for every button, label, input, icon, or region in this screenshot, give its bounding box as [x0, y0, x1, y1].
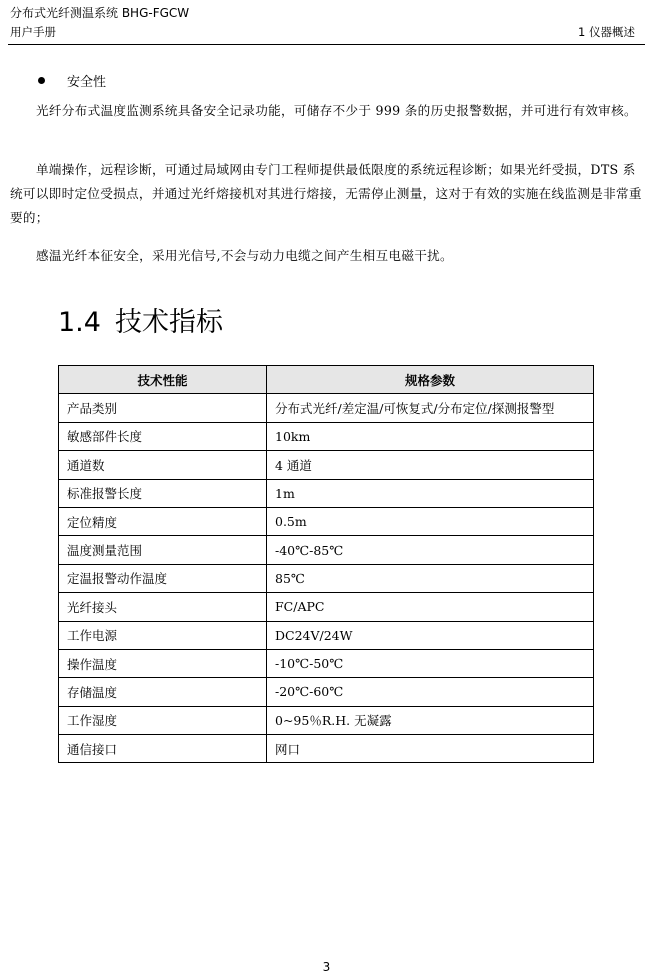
- header-divider: [8, 44, 645, 45]
- table-row: [59, 564, 594, 592]
- bullet-label: 安全性: [67, 75, 107, 90]
- table-row: [59, 479, 594, 507]
- bullet-item-safety: [38, 71, 106, 90]
- table-cell-name: 通信接口: [59, 735, 267, 763]
- table-cell-name: 定温报警动作温度: [59, 564, 267, 592]
- header-chapter: 1 仪器概述: [578, 25, 635, 39]
- table-cell-value: DC24V/24W: [267, 621, 594, 649]
- table-header-row: [59, 366, 594, 394]
- table-cell-value: -20℃-60℃: [267, 678, 594, 706]
- table-cell-name: 工作电源: [59, 621, 267, 649]
- table-row: [59, 649, 594, 677]
- table-row: [59, 706, 594, 734]
- table-cell-name: 光纤接头: [59, 593, 267, 621]
- table-cell-name: 标准报警长度: [59, 479, 267, 507]
- table-cell-value: 4 通道: [267, 451, 594, 479]
- bullet-dot-icon: [38, 77, 45, 84]
- spec-table: [58, 365, 594, 763]
- table-row: [59, 394, 594, 422]
- table-header-spec: 规格参数: [267, 366, 594, 394]
- section-title: 技术指标: [114, 307, 223, 338]
- table-cell-value: -40℃-85℃: [267, 536, 594, 564]
- table-cell-value: 85℃: [267, 564, 594, 592]
- table-cell-value: 1m: [267, 479, 594, 507]
- table-cell-name: 操作温度: [59, 649, 267, 677]
- table-row: [59, 451, 594, 479]
- table-cell-value: 10km: [267, 422, 594, 450]
- paragraph-remote-diagnosis: 单端操作，远程诊断，可通过局域网由专门工程师提供最低限度的系统远程诊断；如果光纤受损，DTS 系统可以即时定位受损点，并通过光纤熔接机对其进行熔接，无需停止测量，这对于有效的实施在线监测是非常重要的；: [10, 162, 642, 225]
- table-header-performance: 技术性能: [59, 366, 267, 394]
- paragraph-safety-records: 光纤分布式温度监测系统具备安全记录功能，可储存不少于 999 条的历史报警数据，并可进行有效审核。: [36, 103, 637, 118]
- table-cell-name: 温度测量范围: [59, 536, 267, 564]
- table-cell-value: FC/APC: [267, 593, 594, 621]
- section-number: 1.4: [58, 307, 101, 338]
- table-row: [59, 735, 594, 763]
- table-cell-value: 网口: [267, 735, 594, 763]
- table-cell-name: 通道数: [59, 451, 267, 479]
- header-product-title: 分布式光纤测温系统 BHG-FGCW: [10, 6, 190, 20]
- header-doc-type: 用户手册: [10, 25, 56, 39]
- table-row: [59, 536, 594, 564]
- table-cell-name: 存储温度: [59, 678, 267, 706]
- section-heading: [58, 300, 223, 339]
- table-cell-name: 工作湿度: [59, 706, 267, 734]
- table-cell-name: 定位精度: [59, 507, 267, 535]
- table-cell-value: 0~95％R.H. 无凝露: [267, 706, 594, 734]
- table-row: [59, 678, 594, 706]
- table-cell-name: 敏感部件长度: [59, 422, 267, 450]
- table-row: [59, 593, 594, 621]
- page-number: 3: [322, 960, 331, 974]
- table-cell-value: 分布式光纤/差定温/可恢复式/分布定位/探测报警型: [267, 394, 594, 422]
- table-cell-value: -10℃-50℃: [267, 649, 594, 677]
- table-row: [59, 507, 594, 535]
- paragraph-intrinsic-safety: 感温光纤本征安全，采用光信号,不会与动力电缆之间产生相互电磁干扰。: [36, 248, 453, 263]
- table-cell-value: 0.5m: [267, 507, 594, 535]
- table-cell-name: 产品类别: [59, 394, 267, 422]
- table-row: [59, 422, 594, 450]
- table-row: [59, 621, 594, 649]
